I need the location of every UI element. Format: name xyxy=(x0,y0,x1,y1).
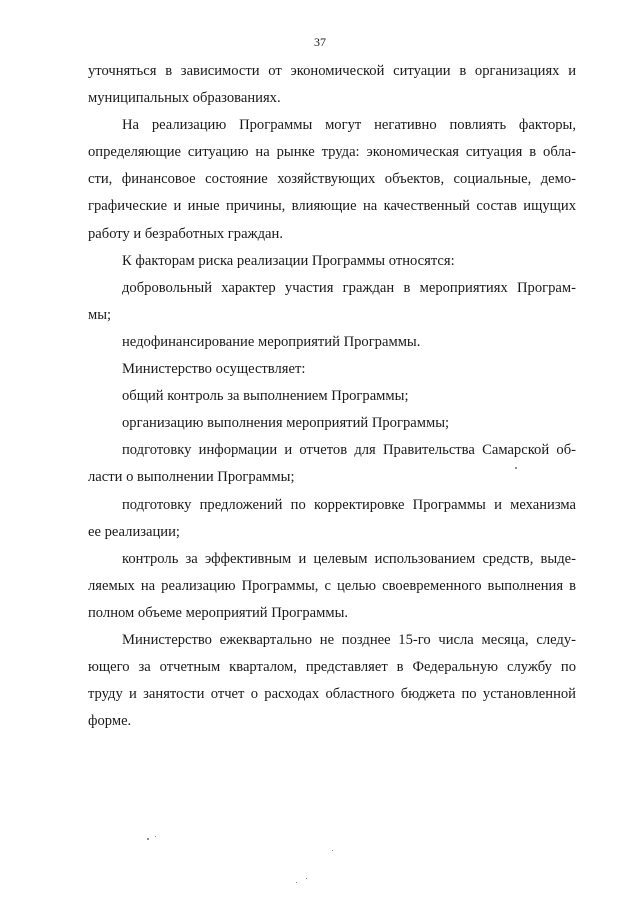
text-line: муниципальных образованиях. xyxy=(88,90,281,107)
text-line: контроль за эффективным и целевым использованием средств, выде- xyxy=(122,550,576,567)
scan-speck xyxy=(306,878,307,879)
text-line: ее реализации; xyxy=(88,523,180,540)
text-line: уточняться в зависимости от экономической ситуации в организациях и xyxy=(88,63,576,79)
text-line: определяющие ситуацию на рынке труда: экономическая ситуация в обла- xyxy=(88,144,576,161)
text-line: труду и занятости отчет о расходах областного бюджета по установленной xyxy=(88,686,576,703)
text-line: ляемых на реализацию Программы, с целью своевременного выполнения в xyxy=(88,577,576,594)
scan-speck xyxy=(155,836,156,837)
document-body xyxy=(88,58,576,735)
page-number: 37 xyxy=(314,35,326,49)
text-line: добровольный характер участия граждан в мероприятиях Програм- xyxy=(122,279,576,296)
text-line: Министерство осуществляет: xyxy=(122,361,306,378)
text-line: недофинансирование мероприятий Программы. xyxy=(122,333,421,350)
text-line: полном объеме мероприятий Программы. xyxy=(88,604,349,621)
text-line: организацию выполнения мероприятий Программы; xyxy=(122,415,450,432)
text-line: графические и иные причины, влияющие на качественный состав ищущих xyxy=(88,198,576,215)
text-line: подготовку предложений по корректировке Программы и механизма xyxy=(122,496,576,513)
text-line: общий контроль за выполнением Программы; xyxy=(122,388,409,405)
scan-speck xyxy=(515,467,517,469)
text-line: работу и безработных граждан. xyxy=(88,225,283,242)
scan-speck xyxy=(332,850,333,851)
scan-speck xyxy=(296,882,297,883)
text-line: Министерство ежеквартально не позднее 15-го числа месяца, следу- xyxy=(122,631,576,648)
text-line: сти, финансовое состояние хозяйствующих объектов, социальные, демо- xyxy=(88,171,576,188)
text-line: подготовку информации и отчетов для Правительства Самарской об- xyxy=(122,442,576,459)
scan-speck xyxy=(147,838,149,840)
text-line: К факторам риска реализации Программы относятся: xyxy=(122,252,455,269)
text-line: На реализацию Программы могут негативно повлиять факторы, xyxy=(122,117,576,134)
text-line: форме. xyxy=(88,713,132,730)
text-line: мы; xyxy=(88,306,112,323)
text-line: ласти о выполнении Программы; xyxy=(88,469,295,486)
text-line: ющего за отчетным кварталом, представляет в Федеральную службу по xyxy=(88,659,576,676)
